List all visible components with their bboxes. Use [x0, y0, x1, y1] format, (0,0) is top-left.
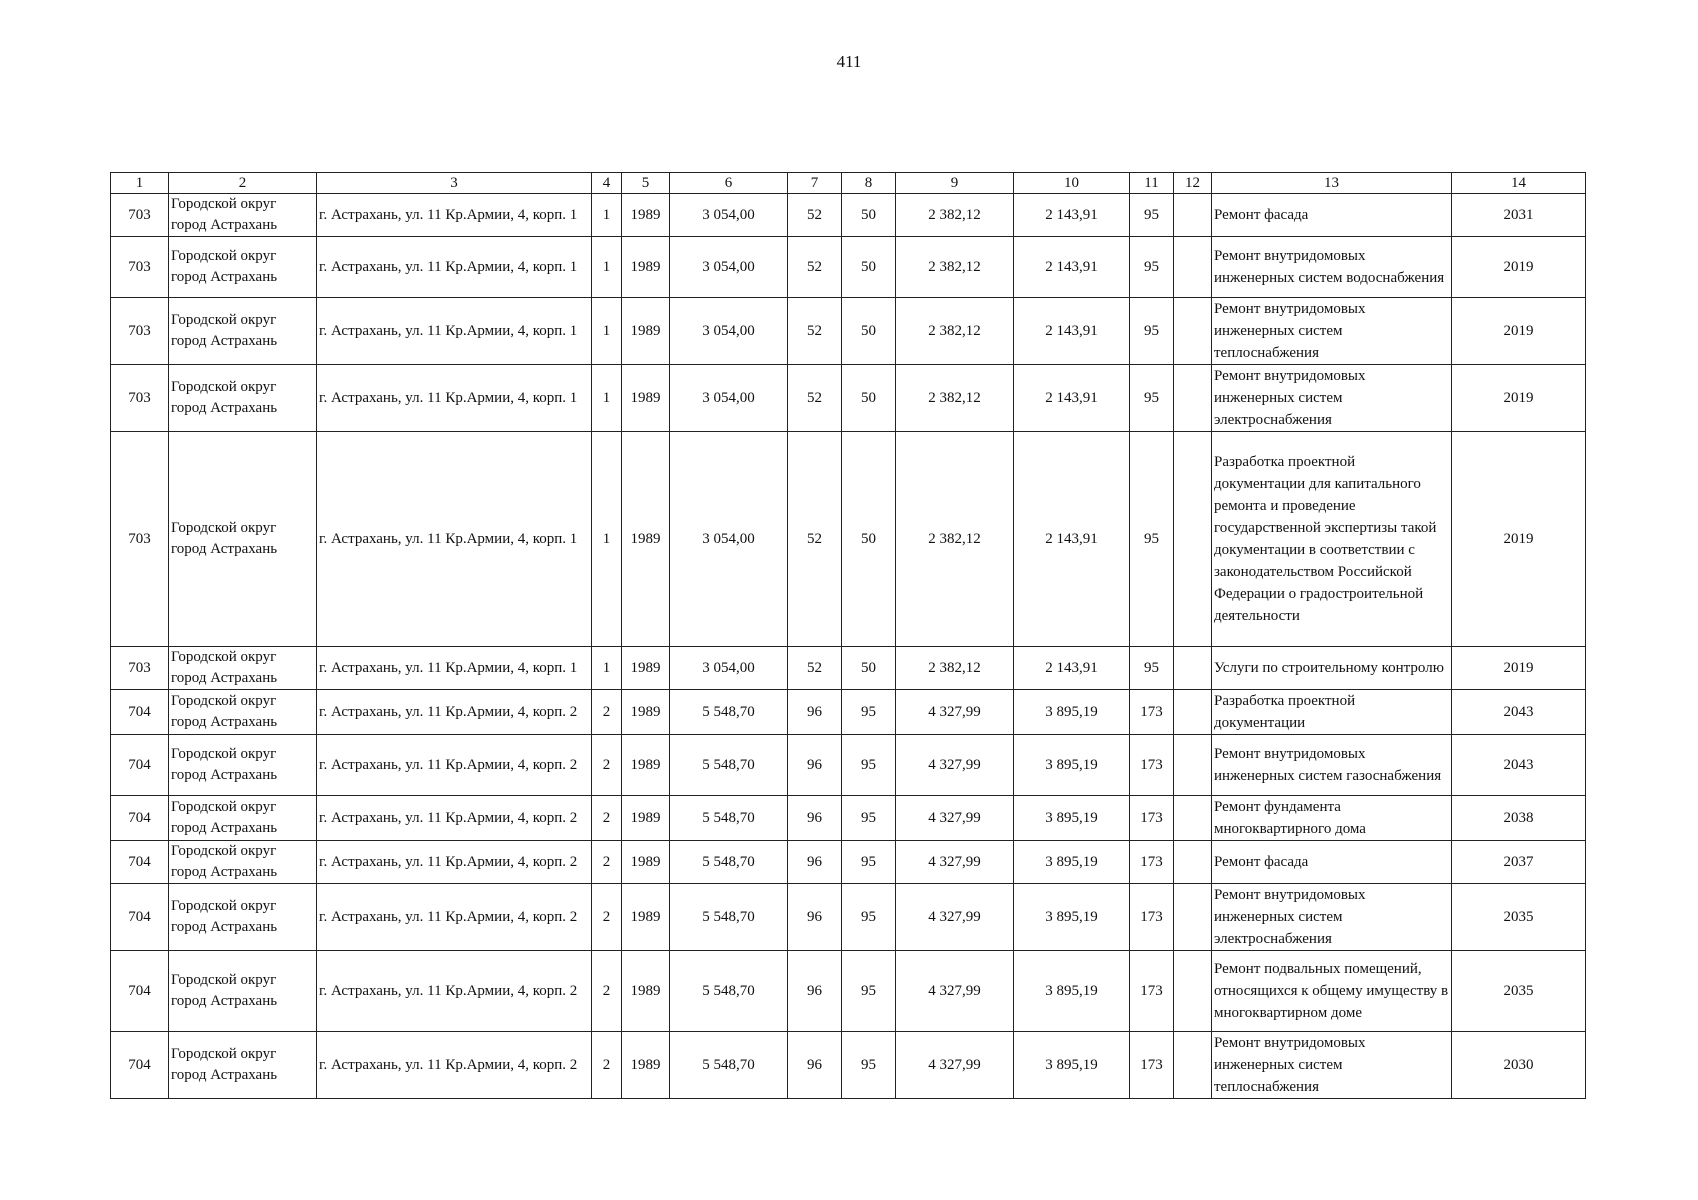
year-cell: 1989: [622, 647, 670, 690]
col9-cell: 2 382,12: [896, 194, 1014, 237]
row-number: 704: [111, 1032, 169, 1099]
col8-cell: 50: [842, 298, 896, 365]
column-header-13: 13: [1212, 173, 1452, 194]
col4-cell: 1: [592, 298, 622, 365]
column-header-2: 2: [169, 173, 317, 194]
col6-cell: 5 548,70: [670, 884, 788, 951]
district-cell: Городской округ город Астрахань: [169, 237, 317, 298]
col7-cell: 52: [788, 432, 842, 647]
col4-cell: 1: [592, 237, 622, 298]
col8-cell: 95: [842, 1032, 896, 1099]
col11-cell: 95: [1130, 298, 1174, 365]
planned-year-cell: 2037: [1452, 841, 1586, 884]
district-cell: Городской округ город Астрахань: [169, 735, 317, 796]
col6-cell: 5 548,70: [670, 1032, 788, 1099]
col7-cell: 52: [788, 365, 842, 432]
col12-cell: [1174, 884, 1212, 951]
work-type-cell: Ремонт подвальных помещений, относящихся к общему имуществу в многоквартирном доме: [1212, 951, 1452, 1032]
col6-cell: 3 054,00: [670, 647, 788, 690]
year-cell: 1989: [622, 298, 670, 365]
column-header-7: 7: [788, 173, 842, 194]
work-type-cell: Ремонт внутридомовых инженерных систем электроснабжения: [1212, 365, 1452, 432]
table-row: [111, 194, 1586, 237]
district-cell: Городской округ город Астрахань: [169, 796, 317, 841]
table-row: [111, 647, 1586, 690]
year-cell: 1989: [622, 884, 670, 951]
row-number: 704: [111, 884, 169, 951]
work-type-cell: Разработка проектной документации: [1212, 690, 1452, 735]
col4-cell: 2: [592, 796, 622, 841]
col6-cell: 3 054,00: [670, 432, 788, 647]
row-number: 704: [111, 951, 169, 1032]
col7-cell: 96: [788, 1032, 842, 1099]
col9-cell: 4 327,99: [896, 796, 1014, 841]
col4-cell: 1: [592, 432, 622, 647]
planned-year-cell: 2030: [1452, 1032, 1586, 1099]
year-cell: 1989: [622, 796, 670, 841]
col12-cell: [1174, 647, 1212, 690]
address-cell: г. Астрахань, ул. 11 Кр.Армии, 4, корп. 1: [317, 365, 592, 432]
col11-cell: 95: [1130, 194, 1174, 237]
year-cell: 1989: [622, 690, 670, 735]
work-type-cell: Ремонт внутридомовых инженерных систем теплоснабжения: [1212, 298, 1452, 365]
work-type-cell: Ремонт фасада: [1212, 841, 1452, 884]
col8-cell: 95: [842, 841, 896, 884]
column-header-5: 5: [622, 173, 670, 194]
col10-cell: 2 143,91: [1014, 298, 1130, 365]
col10-cell: 2 143,91: [1014, 647, 1130, 690]
col11-cell: 95: [1130, 237, 1174, 298]
col6-cell: 3 054,00: [670, 298, 788, 365]
col11-cell: 95: [1130, 432, 1174, 647]
table-row: [111, 841, 1586, 884]
column-header-12: 12: [1174, 173, 1212, 194]
col9-cell: 2 382,12: [896, 365, 1014, 432]
col9-cell: 2 382,12: [896, 432, 1014, 647]
col12-cell: [1174, 194, 1212, 237]
col11-cell: 173: [1130, 1032, 1174, 1099]
table-row: [111, 365, 1586, 432]
col6-cell: 5 548,70: [670, 841, 788, 884]
col9-cell: 4 327,99: [896, 1032, 1014, 1099]
year-cell: 1989: [622, 432, 670, 647]
col11-cell: 95: [1130, 647, 1174, 690]
planned-year-cell: 2031: [1452, 194, 1586, 237]
col4-cell: 2: [592, 1032, 622, 1099]
col11-cell: 95: [1130, 365, 1174, 432]
col8-cell: 95: [842, 690, 896, 735]
col4-cell: 2: [592, 735, 622, 796]
col6-cell: 3 054,00: [670, 194, 788, 237]
col11-cell: 173: [1130, 690, 1174, 735]
row-number: 703: [111, 432, 169, 647]
district-cell: Городской округ город Астрахань: [169, 194, 317, 237]
col4-cell: 2: [592, 884, 622, 951]
col4-cell: 1: [592, 647, 622, 690]
col12-cell: [1174, 432, 1212, 647]
col7-cell: 52: [788, 194, 842, 237]
col12-cell: [1174, 690, 1212, 735]
table-row: [111, 796, 1586, 841]
column-header-10: 10: [1014, 173, 1130, 194]
year-cell: 1989: [622, 841, 670, 884]
col10-cell: 2 143,91: [1014, 365, 1130, 432]
col4-cell: 2: [592, 951, 622, 1032]
work-type-cell: Ремонт фасада: [1212, 194, 1452, 237]
year-cell: 1989: [622, 194, 670, 237]
planned-year-cell: 2019: [1452, 298, 1586, 365]
col7-cell: 52: [788, 298, 842, 365]
district-cell: Городской округ город Астрахань: [169, 690, 317, 735]
row-number: 704: [111, 796, 169, 841]
col8-cell: 50: [842, 647, 896, 690]
col4-cell: 1: [592, 194, 622, 237]
col8-cell: 50: [842, 432, 896, 647]
address-cell: г. Астрахань, ул. 11 Кр.Армии, 4, корп. 2: [317, 735, 592, 796]
col12-cell: [1174, 841, 1212, 884]
planned-year-cell: 2019: [1452, 237, 1586, 298]
col9-cell: 4 327,99: [896, 951, 1014, 1032]
column-header-11: 11: [1130, 173, 1174, 194]
col12-cell: [1174, 365, 1212, 432]
col6-cell: 3 054,00: [670, 237, 788, 298]
col10-cell: 3 895,19: [1014, 951, 1130, 1032]
work-type-cell: Услуги по строительному контролю: [1212, 647, 1452, 690]
planned-year-cell: 2019: [1452, 365, 1586, 432]
table-row: [111, 735, 1586, 796]
col7-cell: 96: [788, 735, 842, 796]
district-cell: Городской округ город Астрахань: [169, 647, 317, 690]
table-row: [111, 951, 1586, 1032]
year-cell: 1989: [622, 951, 670, 1032]
planned-year-cell: 2035: [1452, 884, 1586, 951]
col8-cell: 50: [842, 237, 896, 298]
col12-cell: [1174, 951, 1212, 1032]
work-type-cell: Ремонт внутридомовых инженерных систем электроснабжения: [1212, 884, 1452, 951]
planned-year-cell: 2019: [1452, 432, 1586, 647]
row-number: 704: [111, 690, 169, 735]
col7-cell: 52: [788, 647, 842, 690]
year-cell: 1989: [622, 1032, 670, 1099]
col12-cell: [1174, 796, 1212, 841]
table-row: [111, 237, 1586, 298]
address-cell: г. Астрахань, ул. 11 Кр.Армии, 4, корп. 2: [317, 1032, 592, 1099]
table-row: [111, 432, 1586, 647]
column-header-1: 1: [111, 173, 169, 194]
col4-cell: 2: [592, 690, 622, 735]
work-type-cell: Ремонт фундамента многоквартирного дома: [1212, 796, 1452, 841]
year-cell: 1989: [622, 735, 670, 796]
col9-cell: 4 327,99: [896, 884, 1014, 951]
planned-year-cell: 2035: [1452, 951, 1586, 1032]
address-cell: г. Астрахань, ул. 11 Кр.Армии, 4, корп. 2: [317, 951, 592, 1032]
work-type-cell: Ремонт внутридомовых инженерных систем водоснабжения: [1212, 237, 1452, 298]
district-cell: Городской округ город Астрахань: [169, 365, 317, 432]
district-cell: Городской округ город Астрахань: [169, 951, 317, 1032]
col6-cell: 5 548,70: [670, 951, 788, 1032]
col11-cell: 173: [1130, 951, 1174, 1032]
page-number: 411: [836, 52, 862, 71]
column-header-14: 14: [1452, 173, 1586, 194]
table-row: [111, 690, 1586, 735]
year-cell: 1989: [622, 237, 670, 298]
address-cell: г. Астрахань, ул. 11 Кр.Армии, 4, корп. 2: [317, 884, 592, 951]
column-header-3: 3: [317, 173, 592, 194]
row-number: 704: [111, 841, 169, 884]
col10-cell: 3 895,19: [1014, 735, 1130, 796]
col7-cell: 96: [788, 951, 842, 1032]
col11-cell: 173: [1130, 841, 1174, 884]
address-cell: г. Астрахань, ул. 11 Кр.Армии, 4, корп. 1: [317, 647, 592, 690]
address-cell: г. Астрахань, ул. 11 Кр.Армии, 4, корп. 1: [317, 237, 592, 298]
col4-cell: 1: [592, 365, 622, 432]
col8-cell: 50: [842, 365, 896, 432]
column-header-9: 9: [896, 173, 1014, 194]
col12-cell: [1174, 237, 1212, 298]
district-cell: Городской округ город Астрахань: [169, 884, 317, 951]
col7-cell: 96: [788, 796, 842, 841]
col7-cell: 96: [788, 841, 842, 884]
column-header-6: 6: [670, 173, 788, 194]
col11-cell: 173: [1130, 796, 1174, 841]
col10-cell: 3 895,19: [1014, 1032, 1130, 1099]
col10-cell: 3 895,19: [1014, 841, 1130, 884]
col10-cell: 3 895,19: [1014, 796, 1130, 841]
table-row: [111, 884, 1586, 951]
planned-year-cell: 2038: [1452, 796, 1586, 841]
col8-cell: 95: [842, 884, 896, 951]
district-cell: Городской округ город Астрахань: [169, 432, 317, 647]
address-cell: г. Астрахань, ул. 11 Кр.Армии, 4, корп. 1: [317, 298, 592, 365]
row-number: 703: [111, 647, 169, 690]
work-type-cell: Ремонт внутридомовых инженерных систем теплоснабжения: [1212, 1032, 1452, 1099]
row-number: 704: [111, 735, 169, 796]
col7-cell: 96: [788, 690, 842, 735]
col10-cell: 2 143,91: [1014, 432, 1130, 647]
row-number: 703: [111, 237, 169, 298]
col9-cell: 4 327,99: [896, 841, 1014, 884]
planned-year-cell: 2019: [1452, 647, 1586, 690]
column-header-4: 4: [592, 173, 622, 194]
col8-cell: 95: [842, 951, 896, 1032]
col11-cell: 173: [1130, 884, 1174, 951]
col6-cell: 5 548,70: [670, 796, 788, 841]
col4-cell: 2: [592, 841, 622, 884]
address-cell: г. Астрахань, ул. 11 Кр.Армии, 4, корп. 1: [317, 432, 592, 647]
address-cell: г. Астрахань, ул. 11 Кр.Армии, 4, корп. 2: [317, 841, 592, 884]
planned-year-cell: 2043: [1452, 690, 1586, 735]
col11-cell: 173: [1130, 735, 1174, 796]
repair-program-table: [110, 172, 1586, 1099]
col9-cell: 2 382,12: [896, 647, 1014, 690]
district-cell: Городской округ город Астрахань: [169, 298, 317, 365]
work-type-cell: Ремонт внутридомовых инженерных систем газоснабжения: [1212, 735, 1452, 796]
col9-cell: 4 327,99: [896, 735, 1014, 796]
col12-cell: [1174, 1032, 1212, 1099]
column-header-8: 8: [842, 173, 896, 194]
col8-cell: 95: [842, 796, 896, 841]
col7-cell: 52: [788, 237, 842, 298]
address-cell: г. Астрахань, ул. 11 Кр.Армии, 4, корп. 2: [317, 690, 592, 735]
col6-cell: 5 548,70: [670, 735, 788, 796]
col6-cell: 3 054,00: [670, 365, 788, 432]
col9-cell: 2 382,12: [896, 237, 1014, 298]
col7-cell: 96: [788, 884, 842, 951]
col6-cell: 5 548,70: [670, 690, 788, 735]
row-number: 703: [111, 194, 169, 237]
col9-cell: 2 382,12: [896, 298, 1014, 365]
planned-year-cell: 2043: [1452, 735, 1586, 796]
district-cell: Городской округ город Астрахань: [169, 1032, 317, 1099]
year-cell: 1989: [622, 365, 670, 432]
address-cell: г. Астрахань, ул. 11 Кр.Армии, 4, корп. 1: [317, 194, 592, 237]
col12-cell: [1174, 298, 1212, 365]
work-type-cell: Разработка проектной документации для капитального ремонта и проведение государственной экспертизы такой документации в соответствии с законодательством Российской Федерации о градостроительной деятельности: [1212, 432, 1452, 647]
column-number-row: [111, 173, 1586, 194]
table-row: [111, 1032, 1586, 1099]
col10-cell: 2 143,91: [1014, 194, 1130, 237]
table-row: [111, 298, 1586, 365]
col10-cell: 3 895,19: [1014, 690, 1130, 735]
col8-cell: 50: [842, 194, 896, 237]
col9-cell: 4 327,99: [896, 690, 1014, 735]
row-number: 703: [111, 365, 169, 432]
col8-cell: 95: [842, 735, 896, 796]
district-cell: Городской округ город Астрахань: [169, 841, 317, 884]
col10-cell: 3 895,19: [1014, 884, 1130, 951]
row-number: 703: [111, 298, 169, 365]
col12-cell: [1174, 735, 1212, 796]
col10-cell: 2 143,91: [1014, 237, 1130, 298]
address-cell: г. Астрахань, ул. 11 Кр.Армии, 4, корп. 2: [317, 796, 592, 841]
